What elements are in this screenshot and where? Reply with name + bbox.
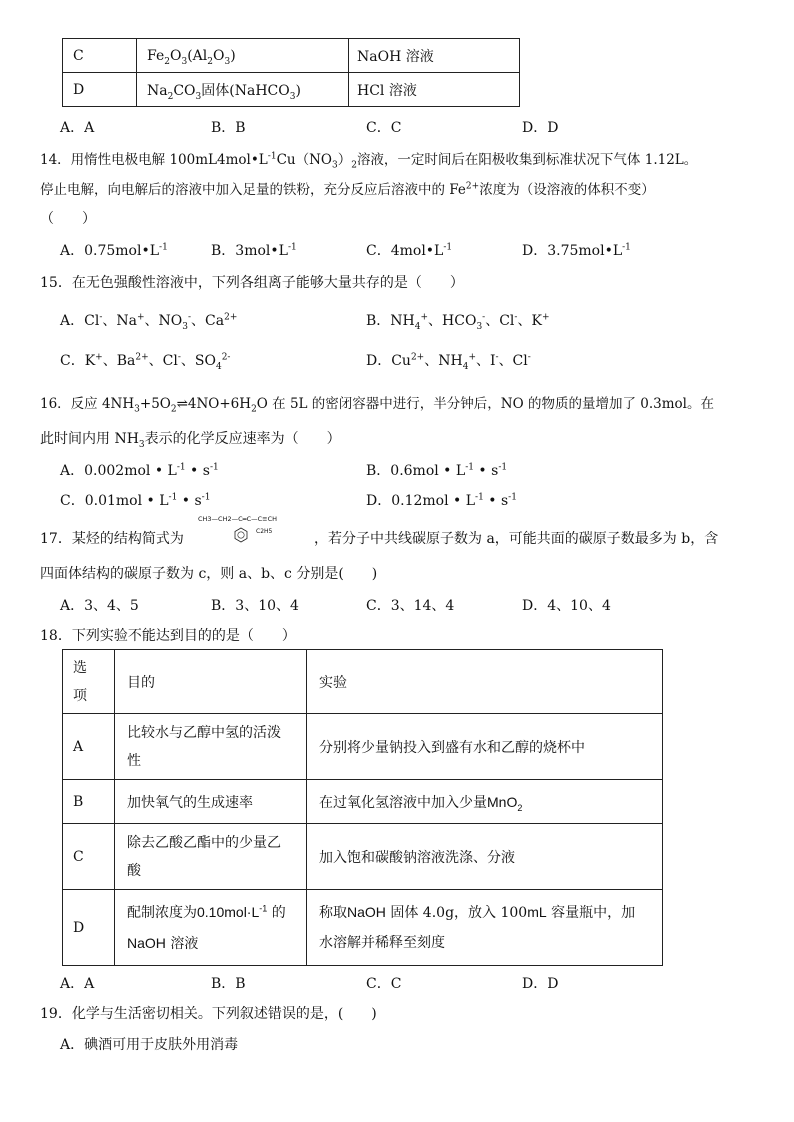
q15-stem: 15．在无色强酸性溶液中，下列各组离子能够大量共存的是（ ） bbox=[40, 275, 464, 291]
q13-option-c: C．C bbox=[366, 120, 402, 136]
q13-reagent-d: HCl 溶液 bbox=[349, 73, 520, 107]
q14-option-a: A．$0.75mol•L^{-1}$ bbox=[60, 242, 168, 259]
q14-stem-line2: 停止电解，向电解后的溶液中加入足量的铁粉，充分反应后溶液中的 $Fe^{2+}$浓度为（设溶液的体积不变） bbox=[40, 181, 655, 198]
q15-option-a: A．Cl-、Na+、$NO_3^-$、$Ca^{2+}$ bbox=[60, 312, 238, 332]
q16-stem-line1: 16．反应 $4NH_3+5O_2\rightleftharpoons 4NO+6H_2O$ 在 5L 的密闭容器中进行，半分钟后，NO 的物质的量增加了 0.3mol。在 bbox=[40, 396, 714, 415]
q14-option-b: B．$3mol•L^{-1}$ bbox=[211, 242, 297, 259]
q17-option-a: A．3、4、5 bbox=[60, 598, 139, 614]
q18-experiment-a: 分别将少量钠投入到盛有水和乙醇的烧杯中 bbox=[307, 714, 663, 780]
q15-option-d: D．$Cu^{2+}$、$NH_4^+$、I-、Cl- bbox=[366, 352, 531, 372]
q17-option-d: D．4、10、4 bbox=[522, 598, 611, 614]
q13-key-d: D bbox=[63, 73, 137, 107]
q18-purpose-b: 加快氧气的生成速率 bbox=[115, 780, 307, 824]
table-row bbox=[63, 890, 663, 966]
q16-option-b: B．0.6mol • $L^{-1}$ • $s^{-1}$ bbox=[366, 462, 508, 479]
q18-experiment-d: 称取NaOH 固体 4.0g，放入 100mL 容量瓶中，加 水溶解并稀释至刻度 bbox=[307, 890, 663, 966]
q18-option-d: D．D bbox=[522, 976, 559, 992]
q17-option-b: B．3、10、4 bbox=[211, 598, 299, 614]
q13-table bbox=[62, 38, 520, 107]
q18-stem: 18．下列实验不能达到目的的是（ ） bbox=[40, 628, 296, 644]
q18-purpose-c: 除去乙酸乙酯中的少量乙 酸 bbox=[115, 824, 307, 890]
q16-stem-line2: 此时间内用 $NH_3$表示的化学反应速率为（ ） bbox=[40, 431, 341, 450]
table-row bbox=[63, 714, 663, 780]
q13-reagent-c: NaOH 溶液 bbox=[349, 39, 520, 73]
q18-key-c: C bbox=[63, 824, 115, 890]
q17-stem-lead: 17．某烃的结构简式为 bbox=[40, 531, 184, 547]
table-row bbox=[63, 780, 663, 824]
q18-key-a: A bbox=[63, 714, 115, 780]
q18-purpose-a: 比较水与乙醇中氢的活泼 性 bbox=[115, 714, 307, 780]
q18-option-c: C．C bbox=[366, 976, 402, 992]
q13-item-c: $Fe_2O_3(Al_2O_3)$ bbox=[137, 39, 349, 73]
q18-experiment-c: 加入饱和碳酸钠溶液洗涤、分液 bbox=[307, 824, 663, 890]
q13-option-b: B．B bbox=[211, 120, 246, 136]
q18-header-key: 选 项 bbox=[63, 650, 115, 714]
q14-blank: （ ） bbox=[40, 211, 96, 227]
q18-header-experiment: 实验 bbox=[307, 650, 663, 714]
q18-purpose-d: 配制浓度为$0.10mol\cdot L^{-1}$ 的 NaOH 溶液 bbox=[115, 890, 307, 966]
q14-option-d: D．$3.75mol•L^{-1}$ bbox=[522, 242, 631, 259]
q18-table bbox=[62, 649, 663, 966]
q18-key-b: B bbox=[63, 780, 115, 824]
q13-option-a: A．A bbox=[60, 120, 95, 136]
q15-option-b: B．$NH_4^+$、$HCO_3^-$、Cl-、K+ bbox=[366, 312, 550, 332]
q18-option-a: A．A bbox=[60, 976, 95, 992]
q17-stem-line2: 四面体结构的碳原子数为 c，则 a、b、c 分别是( ) bbox=[40, 566, 378, 582]
table-row bbox=[63, 73, 520, 107]
benzene-ring-icon bbox=[234, 527, 248, 543]
q13-key-c: C bbox=[63, 39, 137, 73]
q18-option-b: B．B bbox=[211, 976, 246, 992]
q13-option-d: D．D bbox=[522, 120, 559, 136]
table-header-row bbox=[63, 650, 663, 714]
q16-option-c: C．0.01mol • $L^{-1}$ • $s^{-1}$ bbox=[60, 492, 211, 509]
q13-item-d: $Na_2CO_3$固体(NaHCO$_3$) bbox=[137, 73, 349, 107]
q17-option-c: C．3、14、4 bbox=[366, 598, 455, 614]
q16-option-a: A．0.002mol • $L^{-1}$ • $s^{-1}$ bbox=[60, 462, 219, 479]
q18-experiment-b: 在过氧化氢溶液中加入少量MnO$_2$ bbox=[307, 780, 663, 824]
q17-structure-side: C2H5 bbox=[256, 528, 273, 535]
q17-stem-tail: ，若分子中共线碳原子数为 a，可能共面的碳原子数最多为 b，含 bbox=[314, 531, 719, 547]
q18-key-d: D bbox=[63, 890, 115, 966]
q14-option-c: C．$4mol•L^{-1}$ bbox=[366, 242, 453, 259]
table-row bbox=[63, 824, 663, 890]
table-row bbox=[63, 39, 520, 73]
q15-option-c: C．K+、$Ba^{2+}$、Cl-、$SO_4^{2-}$ bbox=[60, 352, 231, 372]
q19-stem: 19．化学与生活密切相关。下列叙述错误的是，( ) bbox=[40, 1006, 377, 1022]
q17-structure-chain: CH3—CH2—C═C—C≡CH bbox=[198, 515, 278, 523]
q18-header-purpose: 目的 bbox=[115, 650, 307, 714]
q17-structure bbox=[198, 515, 310, 549]
q14-stem-line1: 14．用惰性电极电解 $100mL4mol•L^{-1}Cu(NO_3)_2$溶液，一定时间后在阳极收集到标准状况下气体 1.12L。 bbox=[40, 151, 698, 171]
q16-option-d: D．0.12mol • $L^{-1}$ • $s^{-1}$ bbox=[366, 492, 517, 509]
q19-option-a: A．碘酒可用于皮肤外用消毒 bbox=[60, 1037, 239, 1053]
